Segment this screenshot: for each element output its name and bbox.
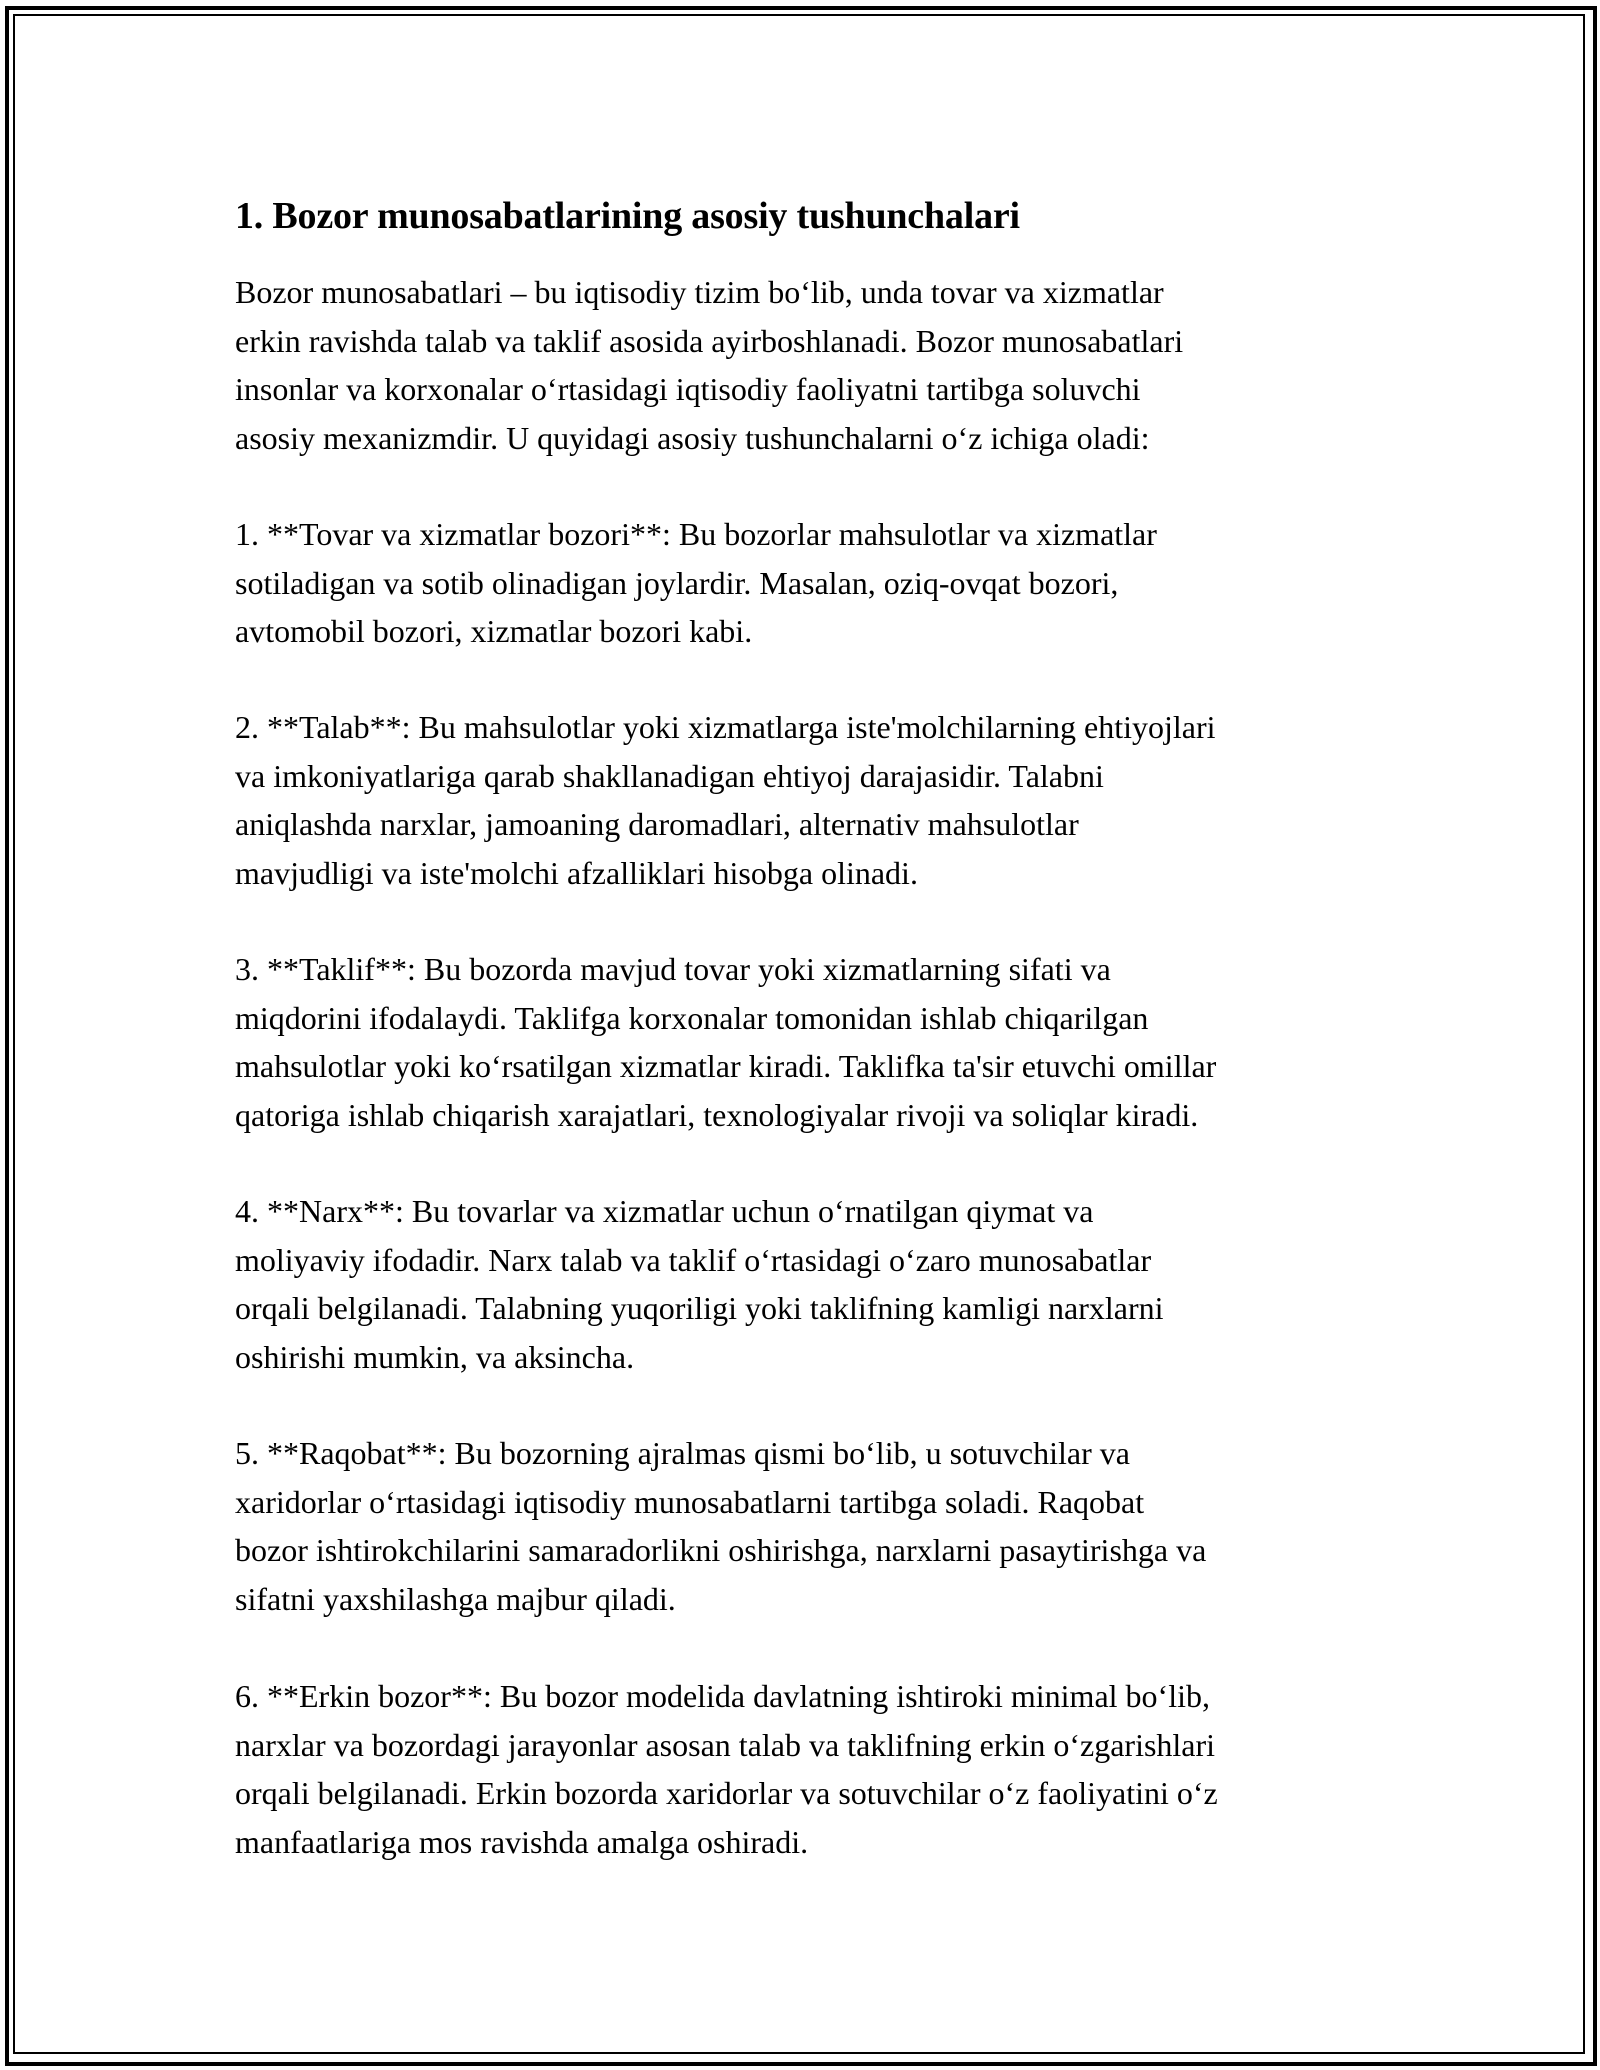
text-line: insonlar va korxonalar o‘rtasidagi iqtisodiy faoliyatni tartibga soluvchi bbox=[235, 371, 1141, 407]
text-line: oshirishi mumkin, va aksincha. bbox=[235, 1338, 635, 1375]
list-item-talab bbox=[235, 703, 1365, 897]
text-line: orqali belgilanadi. Talabning yuqoriligi yoki taklifning kamligi narxlarni bbox=[235, 1290, 1164, 1326]
text-line: asosiy mexanizmdir. U quyidagi asosiy tushunchalarni o‘z ichiga oladi: bbox=[235, 419, 1150, 456]
text-line: bozor ishtirokchilarini samaradorlikni oshirishga, narxlarni pasaytirishga va bbox=[235, 1532, 1207, 1568]
text-line: mahsulotlar yoki ko‘rsatilgan xizmatlar kiradi. Taklifka ta'sir etuvchi omillar bbox=[235, 1048, 1217, 1084]
text-line: 6. **Erkin bozor**: Bu bozor modelida davlatning ishtiroki minimal bo‘lib, bbox=[235, 1678, 1210, 1714]
text-line: xaridorlar o‘rtasidagi iqtisodiy munosabatlarni tartibga soladi. Raqobat bbox=[235, 1483, 1145, 1520]
section-heading: 1. Bozor munosabatlarining asosiy tushunchalari bbox=[235, 195, 1020, 237]
list-item-raqobat bbox=[235, 1429, 1365, 1623]
list-item-taklif bbox=[235, 945, 1365, 1139]
text-line: qatoriga ishlab chiqarish xarajatlari, texnologiyalar rivoji va soliqlar kiradi. bbox=[235, 1096, 1199, 1133]
text-line: manfaatlariga mos ravishda amalga oshiradi. bbox=[235, 1823, 809, 1860]
text-line: 4. **Narx**: Bu tovarlar va xizmatlar uchun o‘rnatilgan qiymat va bbox=[235, 1193, 1094, 1229]
text-line: narxlar va bozordagi jarayonlar asosan talab va taklifning erkin o‘zgarishlari bbox=[235, 1726, 1216, 1763]
list-item-narx bbox=[235, 1187, 1365, 1381]
text-line: sotiladigan va sotib olinadigan joylardir. Masalan, oziq-ovqat bozori, bbox=[235, 564, 1119, 601]
text-line: 2. **Talab**: Bu mahsulotlar yoki xizmatlarga iste'molchilarning ehtiyojlari bbox=[235, 709, 1216, 745]
list-item-erkin-bozor bbox=[235, 1672, 1365, 1866]
text-line: orqali belgilanadi. Erkin bozorda xaridorlar va sotuvchilar o‘z faoliyatini o‘z bbox=[235, 1775, 1218, 1811]
text-line: mavjudligi va iste'molchi afzalliklari hisobga olinadi. bbox=[235, 854, 918, 891]
text-line: 3. **Taklif**: Bu bozorda mavjud tovar yoki xizmatlarning sifati va bbox=[235, 951, 1111, 987]
text-line: 1. **Tovar va xizmatlar bozori**: Bu bozorlar mahsulotlar va xizmatlar bbox=[235, 516, 1157, 552]
list-item-tovar-va-xizmatlar-bozori bbox=[235, 510, 1365, 656]
text-line: moliyaviy ifodadir. Narx talab va taklif o‘rtasidagi o‘zaro munosabatlar bbox=[235, 1241, 1152, 1278]
text-line: avtomobil bozori, xizmatlar bozori kabi. bbox=[235, 613, 753, 649]
text-line: erkin ravishda talab va taklif asosida ayirboshlanadi. Bozor munosabatlari bbox=[235, 322, 1184, 359]
intro-paragraph bbox=[235, 268, 1365, 462]
text-line: miqdorini ifodalaydi. Taklifga korxonalar tomonidan ishlab chiqarilgan bbox=[235, 999, 1149, 1036]
text-line: 5. **Raqobat**: Bu bozorning ajralmas qismi bo‘lib, u sotuvchilar va bbox=[235, 1435, 1130, 1471]
document-body bbox=[235, 188, 1365, 1860]
text-line: aniqlashda narxlar, jamoaning daromadlari, alternativ mahsulotlar bbox=[235, 806, 1079, 842]
text-line: va imkoniyatlariga qarab shakllanadigan ehtiyoj darajasidir. Talabni bbox=[235, 757, 1104, 794]
text-line: Bozor munosabatlari – bu iqtisodiy tizim bo‘lib, unda tovar va xizmatlar bbox=[235, 274, 1164, 310]
text-line: sifatni yaxshilashga majbur qiladi. bbox=[235, 1580, 676, 1617]
